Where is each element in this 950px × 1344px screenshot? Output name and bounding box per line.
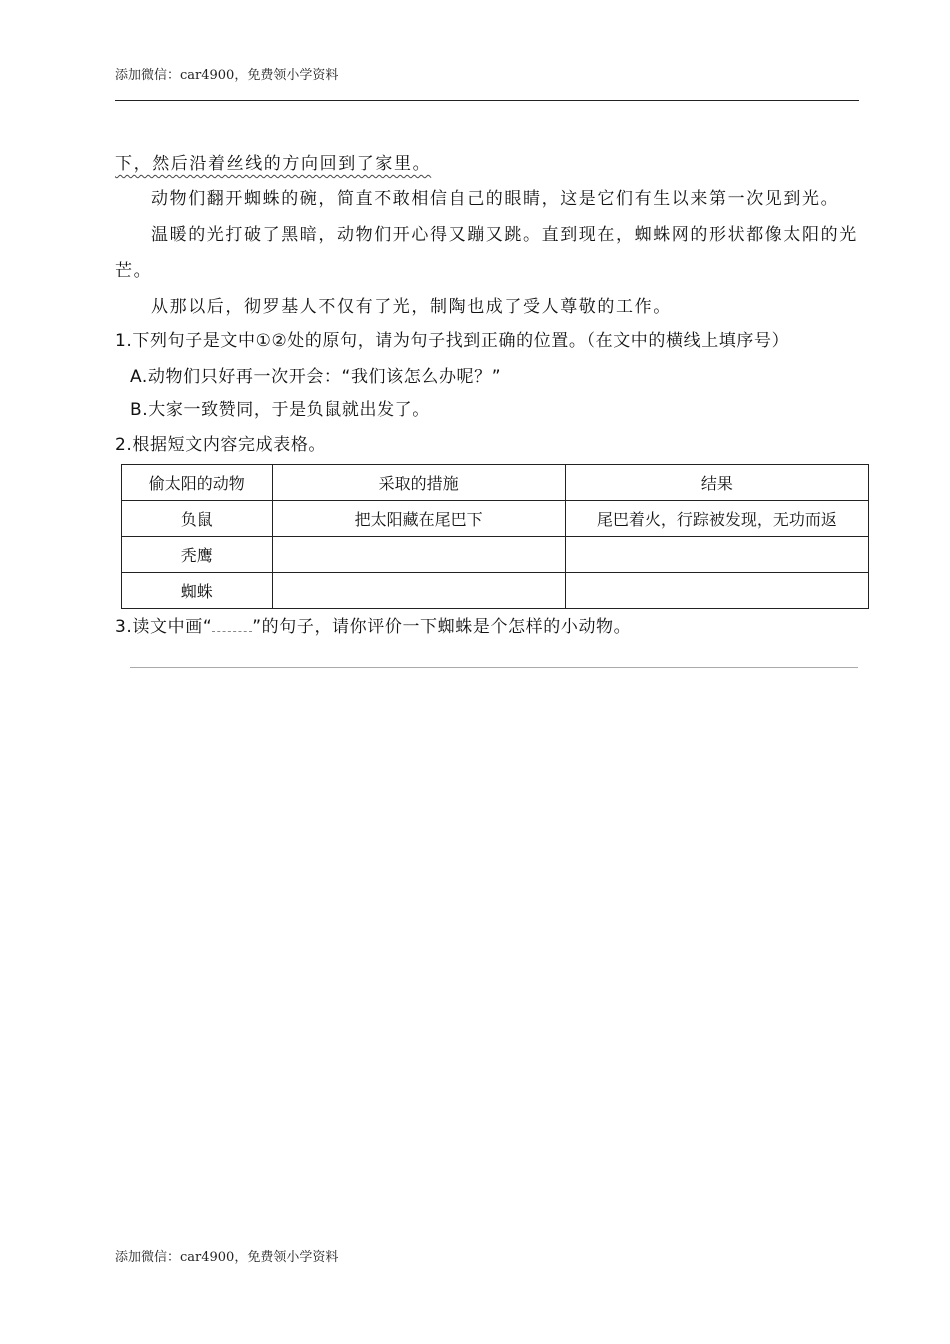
answer-writing-line[interactable] <box>130 667 858 668</box>
question-2: 2.根据短文内容完成表格。 <box>115 435 327 455</box>
table-header-cell: 结果 <box>565 465 868 501</box>
header-divider <box>115 100 859 101</box>
table-cell-animal: 蜘蛛 <box>122 573 273 609</box>
question-3-suffix: ”的句子，请你评价一下蜘蛛是个怎样的小动物。 <box>252 617 632 637</box>
wavy-line-sample <box>212 619 252 632</box>
passage-paragraph-3-line-2: 芒。 <box>115 261 153 281</box>
table-header-cell: 偷太阳的动物 <box>122 465 273 501</box>
passage-paragraph-3-line-1: 温暖的光打破了黑暗，动物们开心得又蹦又跳。直到现在，蜘蛛网的形状都像太阳的光 <box>151 225 858 245</box>
question-1-option-b: B.大家一致赞同，于是负鼠就出发了。 <box>130 400 430 420</box>
wavy-underlined-sentence: 下，然后沿着丝线的方向回到了家里。 <box>115 154 432 174</box>
question-1-option-a: A.动物们只好再一次开会：“我们该怎么办呢？” <box>130 367 502 387</box>
table-cell-measure: 把太阳藏在尾巴下 <box>272 501 565 537</box>
question-1: 1.下列句子是文中①②处的原句，请为句子找到正确的位置。（在文中的横线上填序号） <box>115 331 790 351</box>
question-3 <box>115 615 631 639</box>
answer-table <box>121 464 869 609</box>
table-cell-measure-blank[interactable] <box>272 537 565 573</box>
table-header-row <box>122 465 869 501</box>
table-cell-measure-blank[interactable] <box>272 573 565 609</box>
table-row <box>122 501 869 537</box>
table-cell-animal: 负鼠 <box>122 501 273 537</box>
header-note: 添加微信：car4900，免费领小学资料 <box>115 68 339 83</box>
table-cell-animal: 秃鹰 <box>122 537 273 573</box>
passage-line-1 <box>115 152 431 176</box>
passage-paragraph-2: 动物们翻开蜘蛛的碗，简直不敢相信自己的眼睛，这是它们有生以来第一次见到光。 <box>151 189 840 209</box>
question-3-prefix: 3.读文中画“ <box>115 617 213 637</box>
table-cell-result-blank[interactable] <box>565 573 868 609</box>
table-row <box>122 573 869 609</box>
footer-note: 添加微信：car4900，免费领小学资料 <box>115 1250 339 1265</box>
table-header-cell: 采取的措施 <box>272 465 565 501</box>
table-cell-result-blank[interactable] <box>565 537 868 573</box>
table-cell-result: 尾巴着火，行踪被发现，无功而返 <box>565 501 868 537</box>
passage-paragraph-4: 从那以后，彻罗基人不仅有了光，制陶也成了受人尊敬的工作。 <box>151 297 672 317</box>
table-row <box>122 537 869 573</box>
